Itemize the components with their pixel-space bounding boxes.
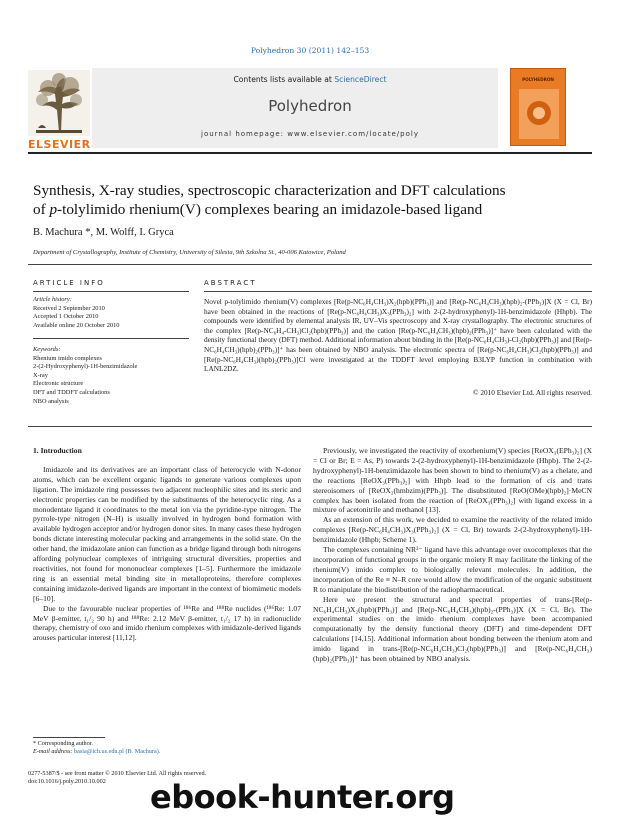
title-line-2: of p-tolylimido rhenium(V) complexes bearing an imidazole-based ligand — [33, 201, 483, 218]
history-received: Received 2 September 2010 — [33, 304, 105, 312]
paragraph: Previously, we investigated the reactivity of oxorhenium(V) species [ReOX₃(EPh₃)₂] (X = Cl or Br; E = As, P) towards 2-(2-hydroxyphenyl)-1H-benzimidazole (Hhpb). The 2-(2-hydroxyphenyl)-1H-benzimidazole has been shown to bind to rhenium(V) as a chelate, and the reactions [ReOX₃(PPh₃)₂] with Hhpb lead to the formation of cis and trans stereoisomers of [ReOX₂(hmbzim)(PPh₃)]. The disubstituted [ReO(OMe)(hpb)₂]·MeCN complex has been isolated from the reaction of [ReOX₃(PPh₃)₂] with ligand excess in a mixture of acetonitrile and methanol [13]. — [313, 446, 592, 515]
article-title — [33, 181, 593, 219]
issn-line: 0277-5387/$ - see front matter © 2010 Elsevier Ltd. All rights reserved. — [28, 770, 207, 777]
elsevier-wordmark: ELSEVIER — [28, 138, 91, 151]
title-line-1: Synthesis, X-ray studies, spectroscopic characterization and DFT calculations — [33, 182, 506, 199]
cover-illustration-icon — [517, 87, 561, 141]
doi-link[interactable]: doi:10.1016/j.poly.2010.10.002 — [28, 778, 106, 785]
article-history — [33, 296, 193, 330]
body-divider — [28, 426, 592, 427]
abstract-copyright: © 2010 Elsevier Ltd. All rights reserved. — [472, 388, 592, 397]
keyword: Rhenium imido complexes — [33, 354, 102, 362]
footnote — [33, 740, 301, 756]
abstract-text: Novel p-tolylimido rhenium(V) complexes [Re(p-NC₆H₄CH₃)X₂(hpb)(PPh₃)] and [Re(p-NC₆H₄CH₃)(hpb)₂-(PPh₃)]X (X = Cl, Br) have been obtained in the reactions of [Re(p-NC₆H₄CH₃)X₃(PPh₃)₂] with 2-(2-hydroxyphenyl)-1H-benzimidazole (Hhpb). The compounds were identified by elemental analysis IR, UV–Vis spectroscopy and X-ray crystallography. The electronic structures of the complex [Re(p-NC₆H₄-CH₃)Cl₂(hpb)(PPh₃)] and the cation [Re(p-NC₆H₄CH₃)(hpb)₂(PPh₃)]⁺ have been calculated with the density functional theory (DFT) method. Additional information about binding in the [Re(p-NC₆H₄CH₃)-Cl₂(hpb)(PPh₃)] and [Re(p-NC₆H₄CH₃)(hpb)₂(PPh₃)]⁺ has been obtained by NBO analysis. The electronic spectra of [Re(p-NC₆H₄CH₃)Cl₂(hpb)(PPh₃)] and [Re(p-NC₆H₄CH₃)(hpb)₂(PPh₃)]Cl were investigated at the TDDFT level employing B3LYP function in combination with LANL2DZ. — [204, 297, 592, 374]
history-accepted: Accepted 1 October 2010 — [33, 313, 99, 321]
paragraph: Due to the favourable nuclear properties of ¹⁸⁶Re and ¹⁸⁸Re nuclides (¹⁸⁶Re: 1.07 MeV β-emitter, t₁/₂ 90 h) and ¹⁸⁸Re: 2.12 MeV β-emitter, t₁/₂ 17 h) in radionuclide therapy, chemistry of oxo and imido rhenium complexes with imidazole-derived ligands arouses particular interest [11,12]. — [33, 603, 301, 643]
paragraph: The complexes containing NR²⁻ ligand have this advantage over oxocomplexes that the incorporation of functional groups in the organic moiety R may facilitate the linking of the rhenium(V) imido complex to biologically relevant molecules. In addition, the incorporation of the Re ≡ N–R core would allow the modification of the organic substituent R to manipulate the biodistribution of the radiopharmaceutical. — [313, 545, 592, 594]
journal-cover-thumbnail[interactable] — [510, 68, 566, 146]
paragraph: Imidazole and its derivatives are an important class of heterocycle with N-donor atoms, which can be excellent organic ligands to generate various complexes upon ligation. The imidazole ring possesses two adjacent nucleophilic sites and its steric and electronic properties can be modified by the substituents of the heterocyclic ring. As a monodentate ligand it coordinates to the metal ion via the pyridine-type nitrogen. The pyrrole-type nitrogen (N–H) is usually involved in hydrogen bond formation with available hydrogen acceptor and/or hydrogen donor sites. In many cases these hydrogen bonds dictate interesting molecular packing and arrangements in the solid state. On the other hand, the imidazolate anion can function as a bridge ligand through both nitrogens affording polynuclear complexes of intriguing structural diversities, properties and reactivities, not found for mononuclear complexes [1–5]. Furthermore the imidazole ring is an essential metal binding site in metalloproteins, therefore complexes containing imidazole-derived ligands are important in the context of biomimetic models [6–10]. — [33, 464, 301, 603]
journal-homepage[interactable]: journal homepage: www.elsevier.com/locate/poly — [201, 130, 419, 138]
section-heading: 1. Introduction — [33, 446, 82, 455]
history-label: Article history: — [33, 296, 72, 303]
watermark: ebook-hunter.org — [150, 778, 455, 816]
footnote-divider — [33, 737, 105, 738]
keywords-label: Keywords: — [33, 346, 61, 353]
affiliation-divider — [28, 264, 592, 265]
history-online: Available online 20 October 2010 — [33, 321, 120, 329]
keyword: DFT and TDDFT calculations — [33, 388, 110, 396]
tree-icon — [28, 70, 90, 136]
elsevier-tree-logo — [28, 70, 90, 148]
abstract-label: ABSTRACT — [204, 279, 257, 287]
affiliation: Department of Crystallography, Institute of Chemistry, University of Silesia, 9th Szkolna St., 40-006 Katowice, Poland — [33, 249, 346, 256]
contents-prefix: Contents lists available at — [233, 75, 335, 84]
corresponding-author: * Corresponding author. — [33, 740, 93, 747]
journal-reference[interactable]: Polyhedron 30 (2011) 142–153 — [250, 46, 370, 55]
email-link[interactable]: basia@ich.us.edu.pl (B. Machura). — [74, 748, 161, 756]
keywords — [33, 346, 193, 406]
keyword: 2-(2-Hydroxyphenyl)-1H-benzimidazole — [33, 363, 138, 371]
abstract-divider — [204, 291, 592, 292]
right-column — [313, 446, 592, 664]
keyword: NBO analysis — [33, 397, 69, 405]
email-line: E-mail address: basia@ich.us.edu.pl (B. Machura). — [33, 748, 161, 756]
keyword: X-ray — [33, 371, 48, 379]
keyword: Electronic structure — [33, 380, 84, 388]
article-info-label: ARTICLE INFO — [33, 279, 105, 287]
keywords-divider — [33, 338, 189, 339]
authors[interactable]: B. Machura *, M. Wolff, I. Gryca — [33, 227, 174, 238]
header-divider — [28, 152, 592, 154]
journal-title: Polyhedron — [268, 97, 352, 115]
paragraph: Here we present the structural and spectral properties of trans-[Re(p-NC₆H₄CH₃)X₂(hpb)(PPh₃)] and [Re(p-NC₆H₄CH₃)(hpb)₂-(PPh₃)]X (X = Cl, Br). The experimental studies on the imido rhenium complexes have been accompanied computationally by the density functional theory (DFT) and time-dependent DFT calculations [14,15]. Additional information about bonding between the rhenium atom and imido ligand in trans-[Re(p-NC₆H₄CH₃)Cl₂(hpb)(PPh₃)] and [Re(p-NC₆H₄CH₃)(hpb)₂(PPh₃)]⁺ has been obtained by NBO analysis. — [313, 594, 592, 664]
paragraph: As an extension of this work, we decided to examine the reactivity of the related imido complexes [Re(p-NC₆H₄CH₃)X₃(PPh₃)₂] (X = Cl, Br) towards 2-(2-hydroxyphenyl)-1H-benzimidazole (Hhpb; Scheme 1). — [313, 515, 592, 545]
article-info-divider — [33, 291, 189, 292]
left-column — [33, 446, 301, 643]
cover-title: POLYHEDRON — [522, 77, 554, 82]
sciencedirect-link[interactable]: ScienceDirect — [334, 75, 387, 84]
